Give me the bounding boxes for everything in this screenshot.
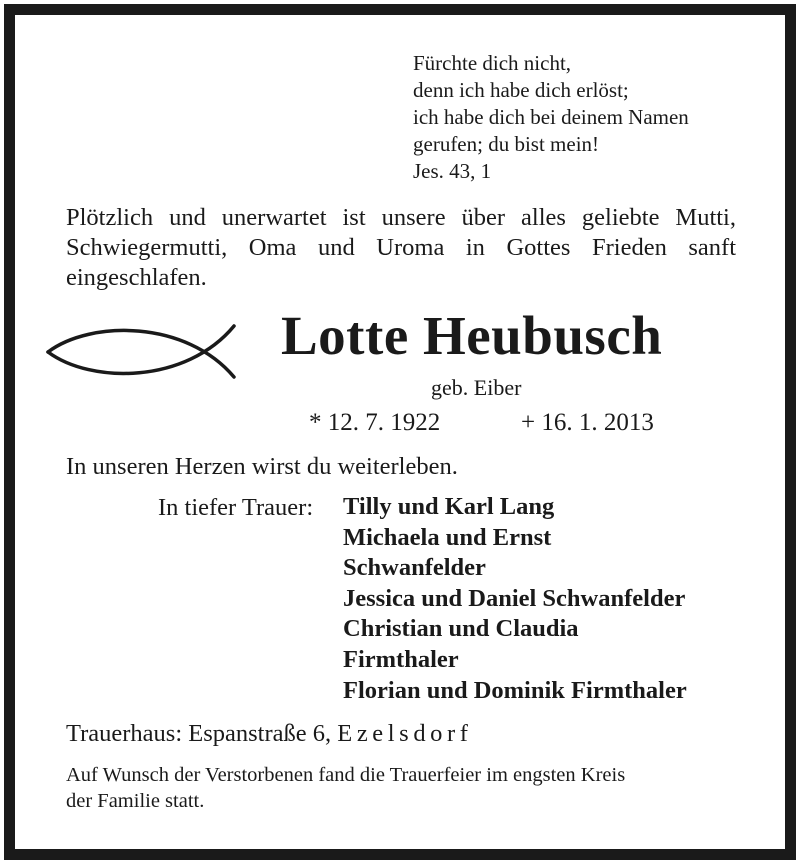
mourner-line: Tilly und Karl Lang: [343, 493, 555, 520]
mourning-label: In tiefer Trauer:: [158, 494, 314, 521]
announcement-text: Plötzlich und unerwartet ist unsere über alles geliebte Mutti, Schwiegermutti, Oma und Uroma in Gottes Frieden sanft eingeschlafen.: [66, 204, 736, 291]
maiden-name: geb. Eiber: [431, 375, 522, 400]
verse-line: ich habe dich bei deinem Namen: [413, 105, 689, 129]
mourners-list: [343, 492, 687, 706]
mourning-house: [66, 719, 473, 749]
verse-line: Fürchte dich nicht,: [413, 51, 572, 75]
mourner-line: Firmthaler: [343, 645, 459, 673]
closing-line: In unseren Herzen wirst du weiterleben.: [66, 453, 458, 480]
mourner-line: Jessica und Daniel Schwanfelder: [343, 584, 686, 612]
deceased-name: Lotte Heubusch: [281, 305, 663, 366]
mourner-line: Christian und Claudia: [343, 615, 579, 643]
verse-reference: Jes. 43, 1: [413, 159, 492, 183]
note-line: Auf Wunsch der Verstorbenen fand die Trauerfeier im engsten Kreis: [66, 764, 626, 786]
bible-verse: [413, 50, 689, 185]
mourner-line: Florian und Dominik Firmthaler: [343, 676, 687, 704]
funeral-note: [66, 762, 625, 814]
fish-icon: [46, 322, 236, 384]
house-place: Ezelsdorf: [337, 720, 473, 747]
verse-line: gerufen; du bist mein!: [413, 132, 600, 156]
birth-date: * 12. 7. 1922: [309, 409, 441, 436]
mourner-line: Michaela und Ernst: [343, 523, 552, 551]
note-line: der Familie statt.: [66, 790, 205, 812]
death-date: + 16. 1. 2013: [521, 409, 654, 436]
verse-line: denn ich habe dich erlöst;: [413, 78, 629, 102]
house-address: Trauerhaus: Espanstraße 6,: [66, 720, 332, 747]
mourner-line: Schwanfelder: [343, 554, 486, 582]
